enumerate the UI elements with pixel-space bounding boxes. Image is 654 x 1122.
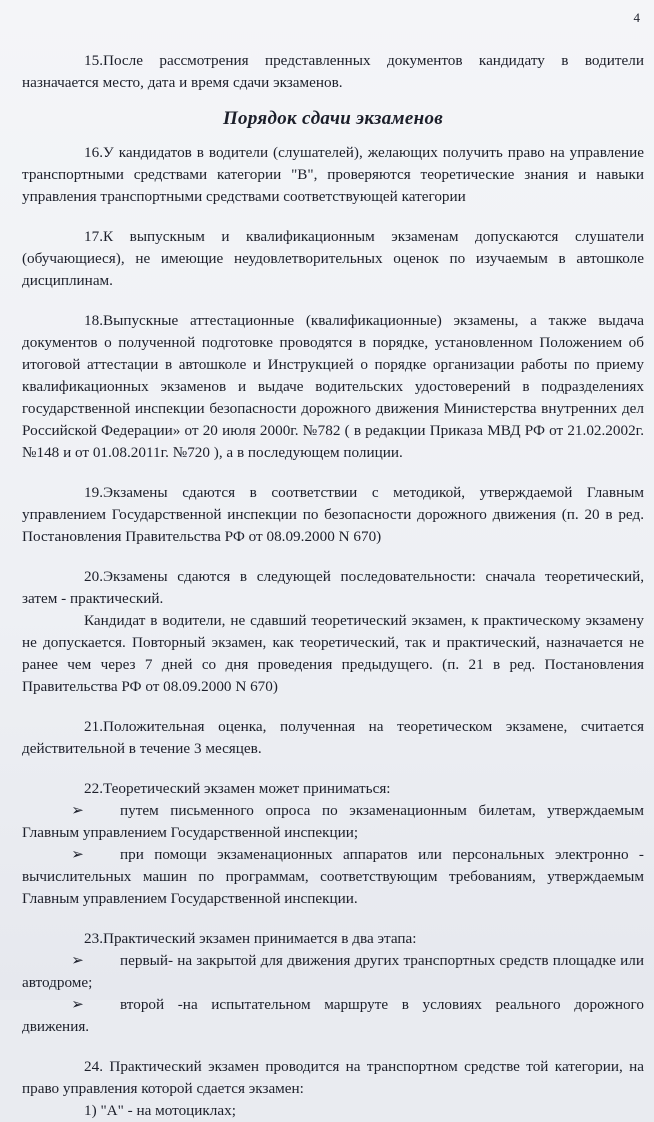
paragraph-24-item-1: 1) "А" - на мотоциклах; [84,1102,236,1119]
paragraph-17: 17.К выпускным и квалификационным экзаменам допускаются слушатели (обучающиеся), не имеющие неудовлетворительных оценок по изучаемым в автошколе дисциплинам. [22,228,644,289]
section-title: Порядок сдачи экзаменов [222,108,444,129]
paragraph-21: 21.Положительная оценка, полученная на теоретическом экзамене, считается действительной в течение 3 месяцев. [22,718,644,757]
paragraph-19: 19.Экзамены сдаются в соответствии с методикой, утверждаемой Главным управлением Государственной инспекции по безопасности дорожного движения (п. 20 в ред. Постановления Правительства РФ от 08.09.2000 N 670) [22,484,644,545]
bullet-item [22,844,644,910]
paragraph-20: 20.Экзамены сдаются в следующей последовательности: сначала теоретический, затем - практический. [22,568,644,607]
arrow-bullet-icon: ➢ [71,952,84,969]
page-number: 4 [633,10,640,25]
bullet-text-22-2: при помощи экзаменационных аппаратов или персональных электронно - вычислительных машин по программам, соответствующим требованиям, утверждаемым Главным управлением Государственной инспекции. [22,846,644,907]
bullet-item [22,800,644,844]
arrow-bullet-icon: ➢ [71,846,84,863]
bullet-text-22-1: путем письменного опроса по экзаменационным билетам, утверждаемым Главным управлением Государственной инспекции; [22,802,644,841]
bullet-text-23-1: первый- на закрытой для движения других транспортных средств площадке или автодроме; [22,952,644,991]
bullet-item [22,950,644,994]
paragraph-23: 23.Практический экзамен принимается в два этапа: [84,930,417,947]
arrow-bullet-icon: ➢ [71,802,84,819]
arrow-bullet-icon: ➢ [71,996,84,1013]
paragraph-18: 18.Выпускные аттестационные (квалификационные) экзамены, а также выдача документов о полученной подготовке проводятся в порядке, установленном Положением об итоговой аттестации в автошколе и Инструкцией о порядке организации работы по приему квалификационных экзаменов и выдаче водительских удостоверений в подразделениях государственной инспекции безопасности дорожного движения Министерства внутренних дел Российской Федерации» от 20 июля 2000г. №782 ( в редакции Приказа МВД РФ от 21.02.2002г. №148 и от 01.08.2011г. №720 ), а в последующем полиции. [22,312,644,461]
paragraph-16: 16.У кандидатов в водители (слушателей), желающих получить право на управление транспортными средствами категории "В", проверяются теоретические знания и навыки управления транспортными средствами соответствующей категории [22,144,644,205]
paragraph-15: 15.После рассмотрения представленных документов кандидату в водители назначается место, дата и время сдачи экзаменов. [22,52,644,91]
paragraph-20-continued: Кандидат в водители, не сдавший теоретический экзамен, к практическому экзамену не допускается. Повторный экзамен, как теоретический, так и практический, назначается не ранее чем через 7 дней со дня проведения предыдущего. (п. 21 в ред. Постановления Правительства РФ от 08.09.2000 N 670) [22,612,644,695]
document-body [22,50,644,1122]
bullet-item [22,994,644,1038]
paragraph-24: 24. Практический экзамен проводится на транспортном средстве той категории, на право управления которой сдается экзамен: [22,1058,644,1097]
paragraph-22: 22.Теоретический экзамен может приниматься: [84,780,391,797]
bullet-text-23-2: второй -на испытательном маршруте в условиях реального дорожного движения. [22,996,644,1035]
